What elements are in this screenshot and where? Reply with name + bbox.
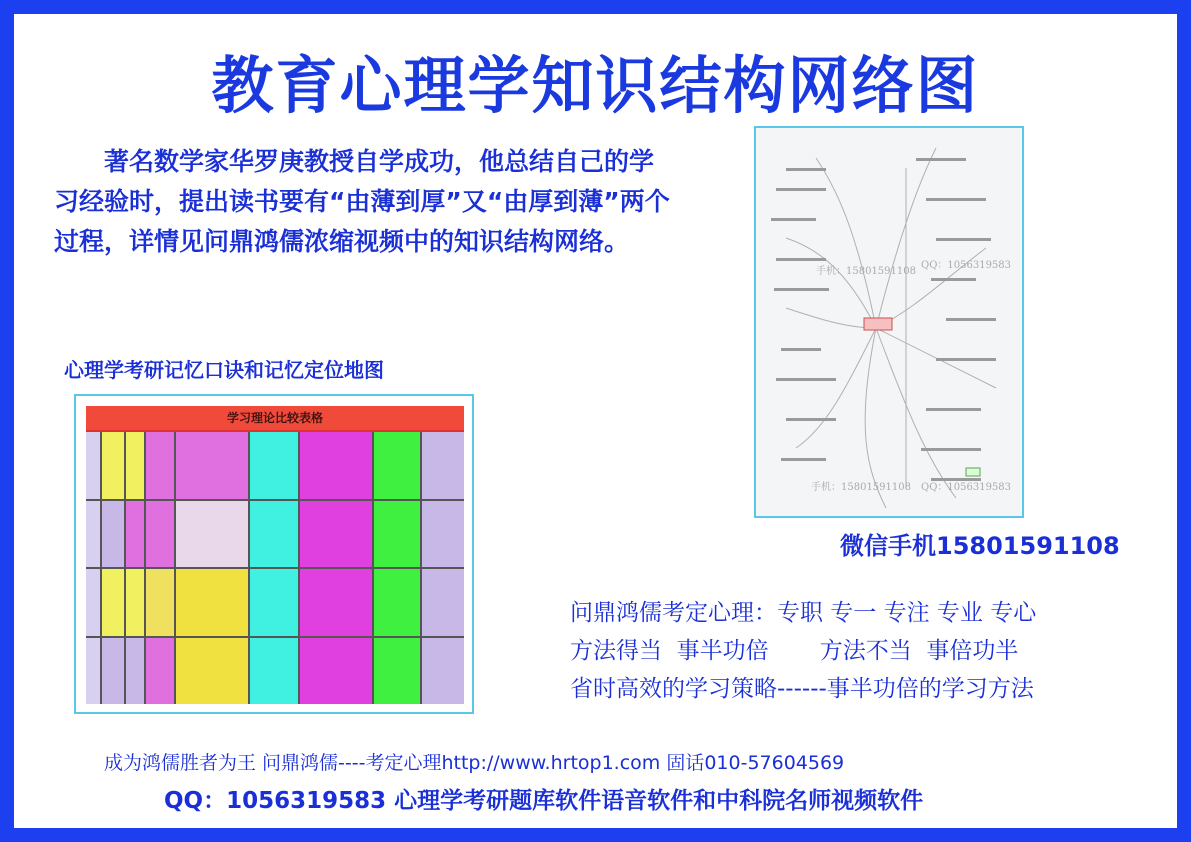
mindmap-graphic <box>756 128 1022 516</box>
mindmap-phone-watermark-2: 手机：15801591108 <box>811 482 911 493</box>
map-caption: 心理学考研记忆口诀和记忆定位地图 <box>64 358 384 382</box>
footer-contact-line: 成为鸿儒胜者为王 问鼎鸿儒----考定心理http://www.hrtop1.com 固话010-57604569 <box>104 752 845 774</box>
poster-title: 教育心理学知识结构网络图 <box>211 49 980 122</box>
mindmap-qq-watermark: QQ：1056319583 <box>921 260 1012 271</box>
footer-qq-line: QQ：1056319583 心理学考研题库软件语音软件和中科院名师视频软件 <box>164 788 924 814</box>
table-image-title: 学习理论比较表格 <box>86 406 464 430</box>
comparison-table-image <box>74 394 474 714</box>
poster <box>14 14 1177 828</box>
motto-line-2: 方法得当 事半功倍 方法不当 事倍功半 <box>570 638 1019 664</box>
mindmap-phone-watermark: 手机：15801591108 <box>816 266 916 277</box>
motto-block <box>570 594 1170 708</box>
intro-text: 著名数学家华罗庚教授自学成功，他总结自己的学习经验时，提出读书要有“由薄到厚”又“由厚到薄”两个过程，详情见问鼎鸿儒浓缩视频中的知识结构网络。 <box>54 147 670 256</box>
knowledge-mindmap-image <box>754 126 1024 518</box>
wechat-phone: 微信手机15801591108 <box>840 532 1120 560</box>
mindmap-qq-watermark-2: QQ：1056319583 <box>921 482 1012 493</box>
intro-paragraph <box>54 142 674 262</box>
table-image-grid <box>86 432 464 704</box>
motto-line-1: 问鼎鸿儒考定心理：专职 专一 专注 专业 专心 <box>570 600 1037 626</box>
motto-line-3: 省时高效的学习策略------事半功倍的学习方法 <box>570 676 1034 702</box>
